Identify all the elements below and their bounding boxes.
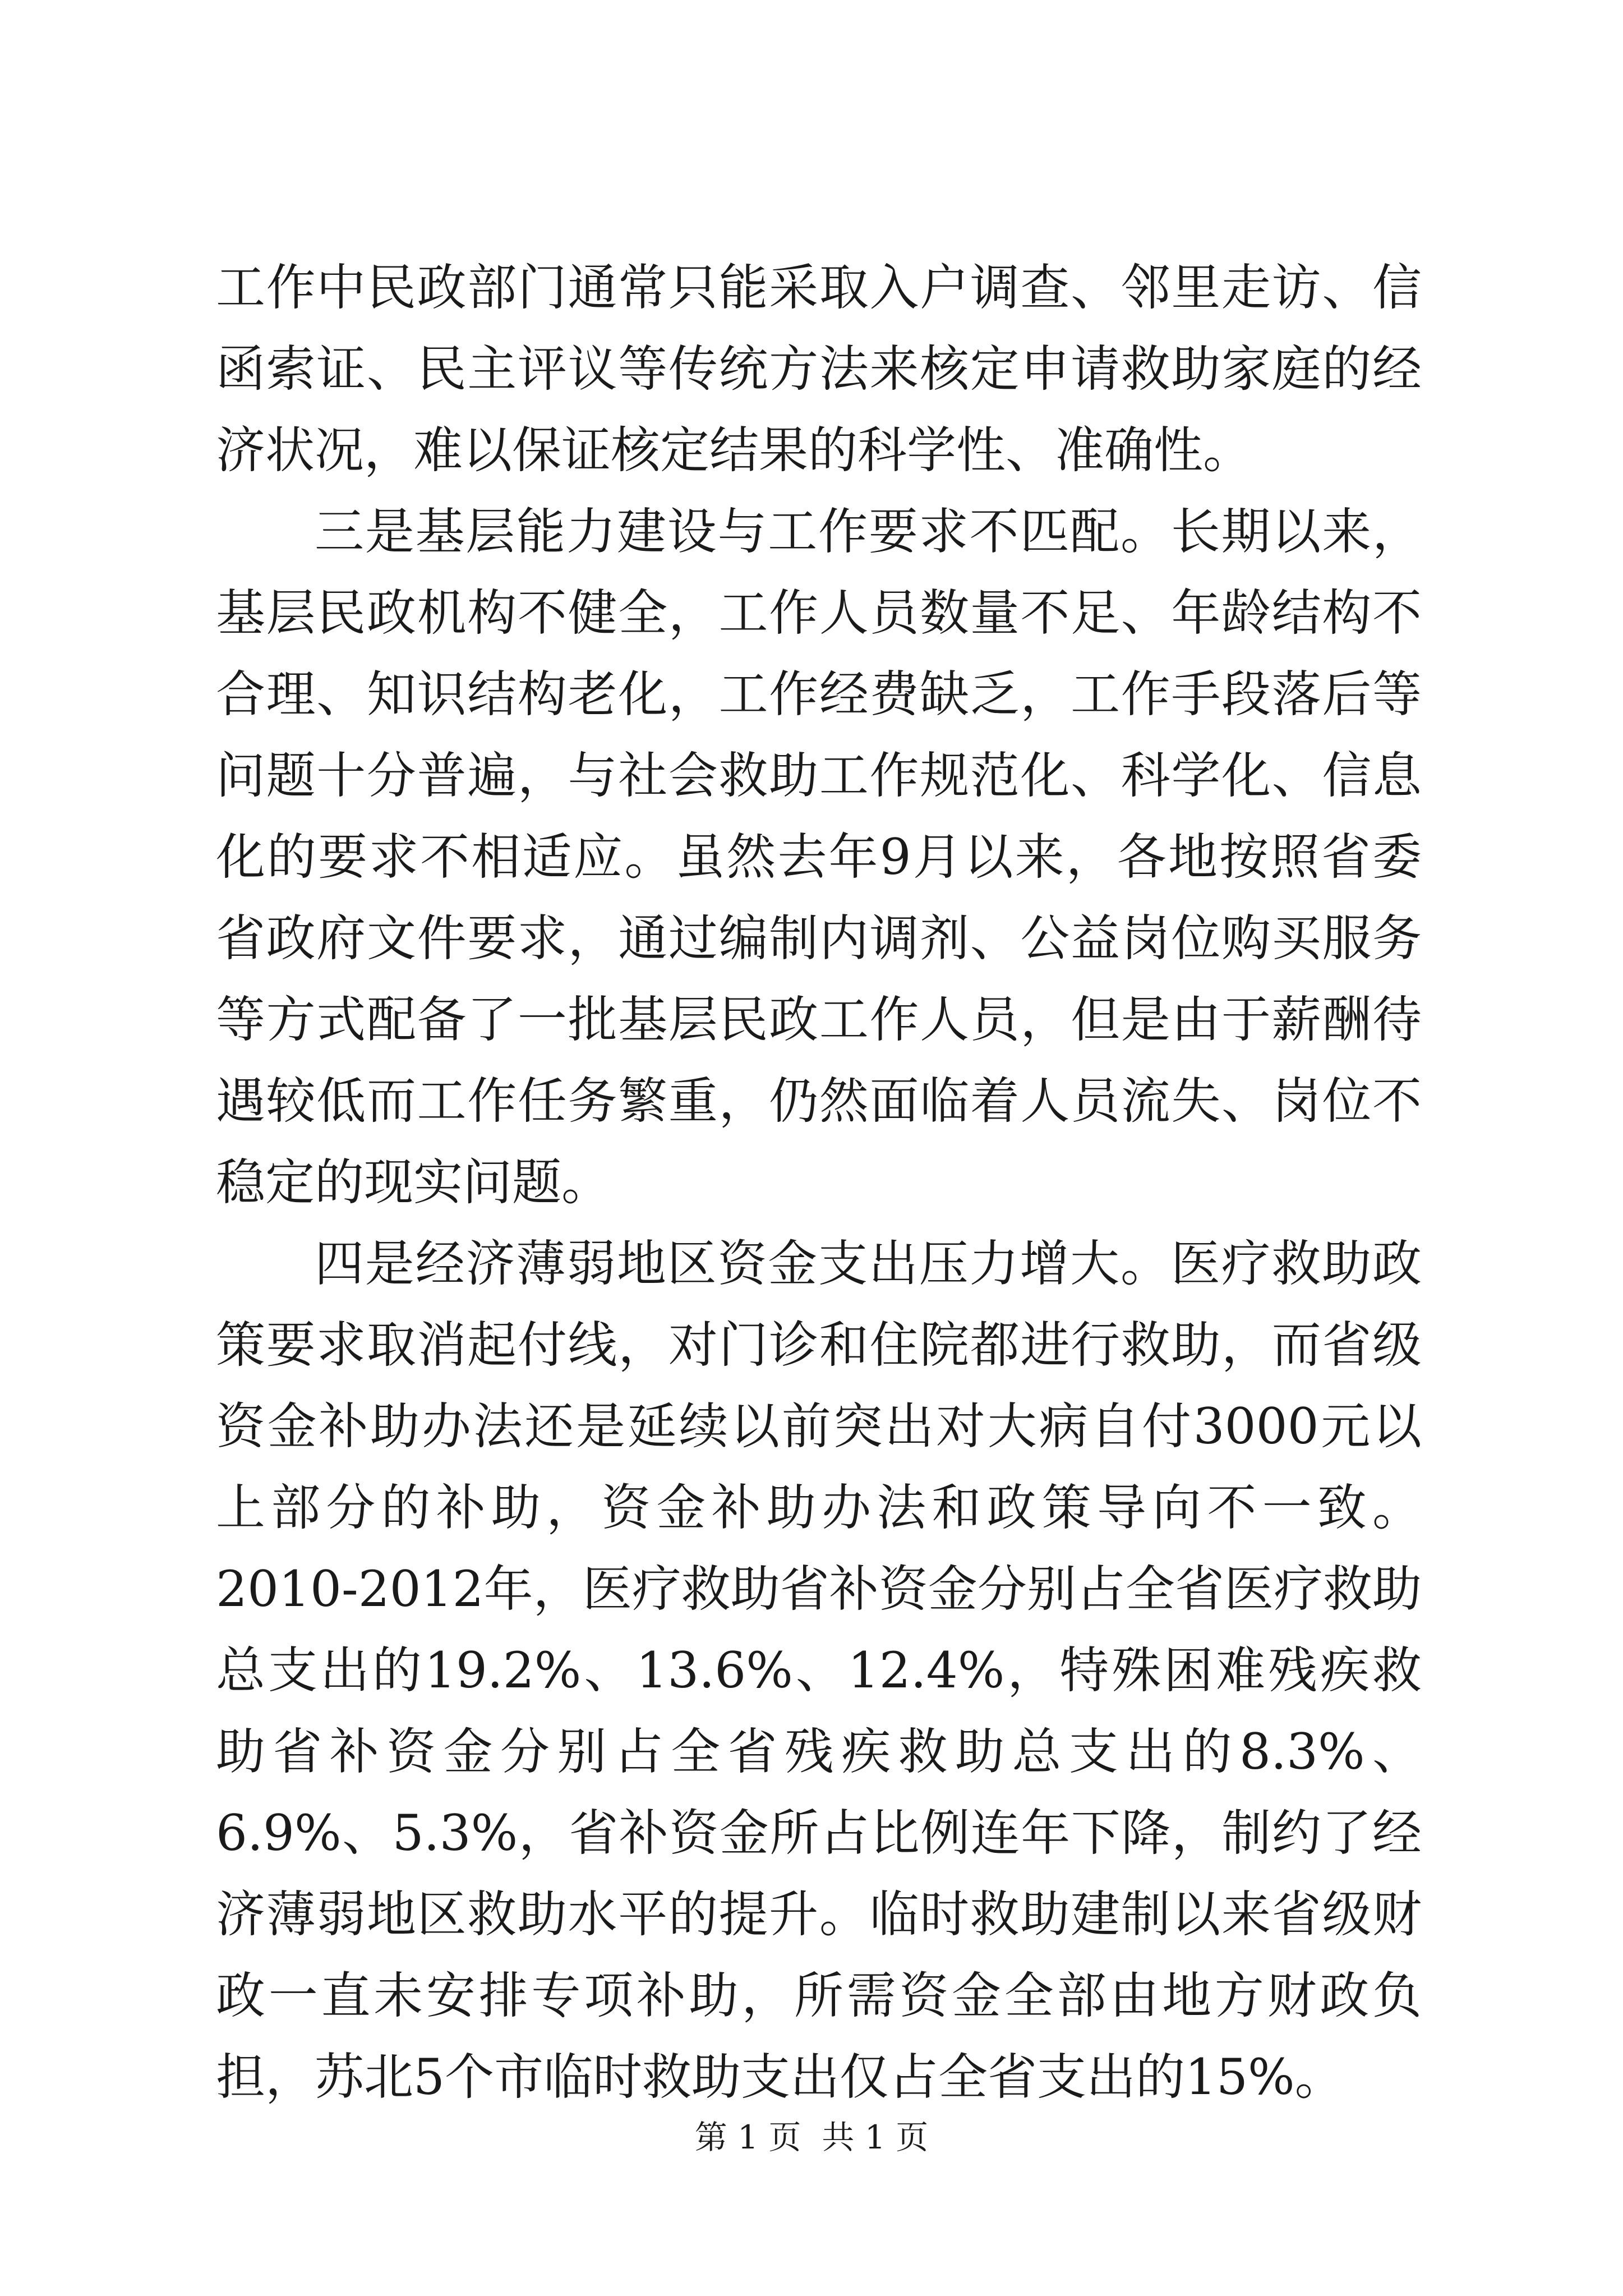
paragraph-point-three: 三是基层能力建设与工作要求不匹配。长期以来，基层民政机构不健全，工作人员数量不足、年龄结构不合理、知识结构老化，工作经费缺乏，工作手段落后等问题十分普遍，与社会救助工作规范化、科学化、信息化的要求不相适应。虽然去年9月以来，各地按照省委省政府文件要求，通过编制内调剂、公益岗位购买服务等方式配备了一批基层民政工作人员，但是由于薪酬待遇较低而工作任务繁重，仍然面临着人员流失、岗位不稳定的现实问题。: [216, 503, 1422, 1211]
paragraph-continuation: 工作中民政部门通常只能采取入户调查、邻里走访、信函索证、民主评议等传统方法来核定申请救助家庭的经济状况，难以保证核定结果的科学性、准确性。: [216, 259, 1422, 479]
page-footer: 第 1 页 共 1 页: [694, 2118, 929, 2156]
paragraph-point-four: 四是经济薄弱地区资金支出压力增大。医疗救助政策要求取消起付线，对门诊和住院都进行救助，而省级资金补助办法还是延续以前突出对大病自付3000元以上部分的补助，资金补助办法和政策导向不一致。2010-2012年，医疗救助省补资金分别占全省医疗救助总支出的19.2%、13.6%、12.4%，特殊困难残疾救助省补资金分别占全省残疾救助总支出的8.3%、6.9%、5.3%，省补资金所占比例连年下降，制约了经济薄弱地区救助水平的提升。临时救助建制以来省级财政一直未安排专项补助，所需资金全部由地方财政负担，苏北5个市临时救助支出仅占全省支出的15%。: [216, 1235, 1422, 2106]
document-body: [216, 247, 1422, 2118]
